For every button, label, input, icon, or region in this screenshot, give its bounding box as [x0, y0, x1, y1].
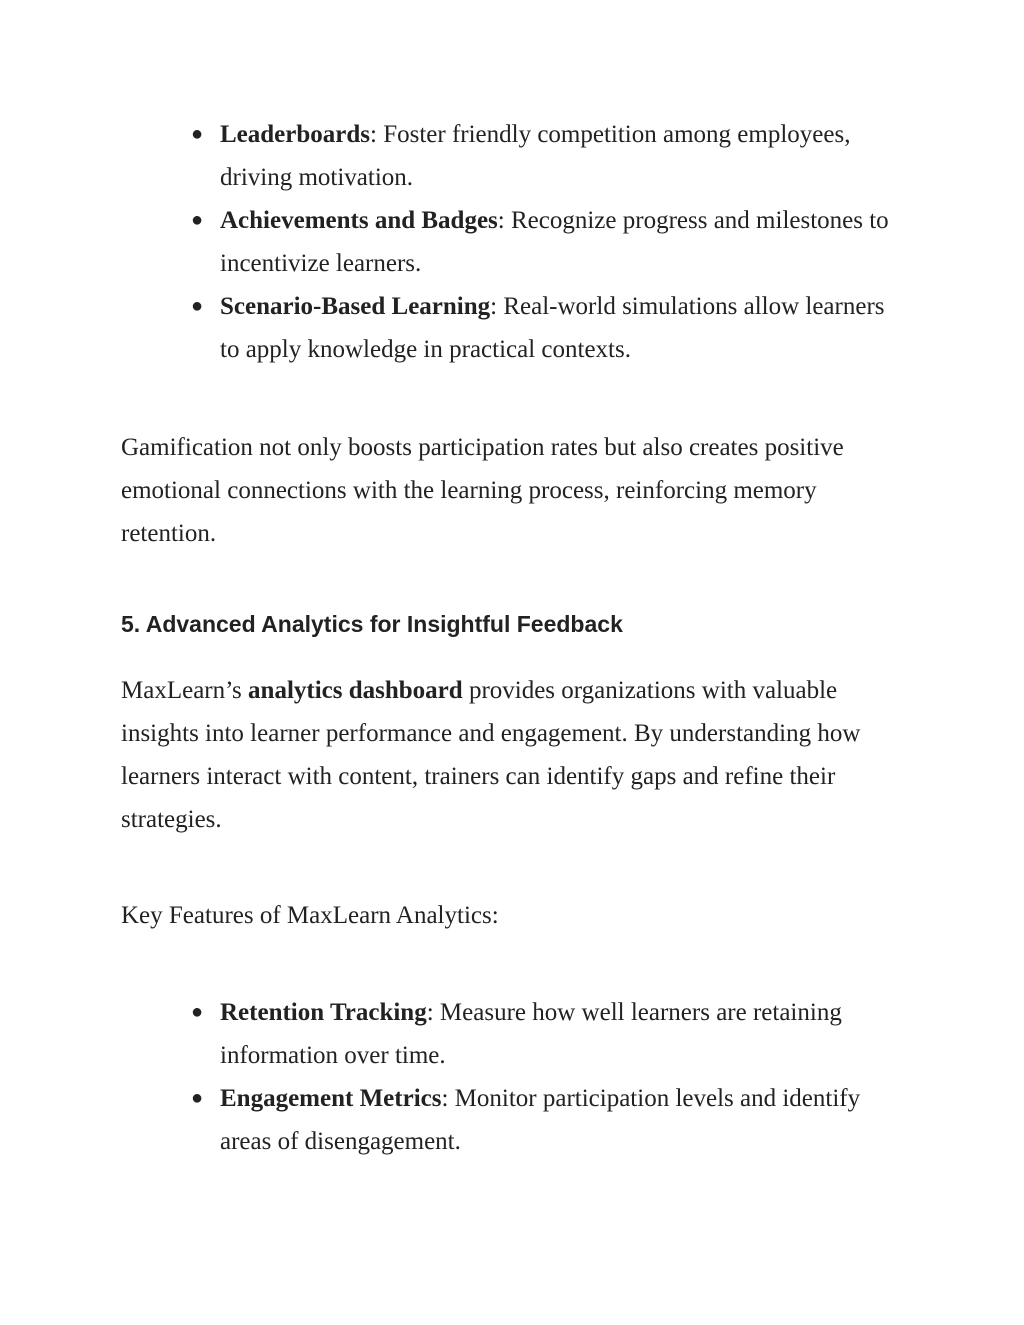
- bullet-icon: ●: [191, 123, 204, 145]
- list-item: [0, 113, 1024, 199]
- analytics-paragraph: [121, 669, 906, 841]
- features-intro: Key Features of MaxLearn Analytics:: [121, 902, 499, 929]
- list-item-desc: : Monitor participation levels and identify areas of disengagement.: [220, 1085, 861, 1155]
- list-item-term: Engagement Metrics: [220, 1085, 442, 1112]
- gamification-features-list: [0, 113, 1024, 371]
- list-item-term: Achievements and Badges: [220, 207, 498, 234]
- list-item-text: [220, 991, 904, 1077]
- list-item: [0, 285, 1024, 371]
- analytics-paragraph-suffix: provides organizations with valuable insights into learner performance and engagement. By understanding how learners interact with content, trainers can identify gaps and refine their strategies.: [121, 677, 861, 833]
- list-item-text: [220, 113, 904, 199]
- section-heading: 5. Advanced Analytics for Insightful Feedback: [121, 611, 623, 637]
- bullet-icon: ●: [191, 1001, 204, 1023]
- list-item-desc: : Measure how well learners are retaining information over time.: [220, 999, 842, 1069]
- list-item-desc: : Real-world simulations allow learners to apply knowledge in practical contexts.: [220, 293, 885, 363]
- list-item-desc: : Recognize progress and milestones to incentivize learners.: [220, 207, 889, 277]
- list-item-term: Leaderboards: [220, 121, 370, 148]
- list-item-text: [220, 285, 904, 371]
- list-item-term: Scenario-Based Learning: [220, 293, 491, 320]
- list-item-text: [220, 199, 904, 285]
- list-item-term: Retention Tracking: [220, 999, 427, 1026]
- analytics-features-list: [0, 991, 1024, 1163]
- list-item-desc: : Foster friendly competition among employees, driving motivation.: [220, 121, 851, 191]
- bullet-icon: ●: [191, 209, 204, 231]
- gamification-paragraph: Gamification not only boosts participation rates but also creates positive emotional connections with the learning process, reinforcing memory retention.: [121, 434, 844, 547]
- analytics-dashboard-term: analytics dashboard: [248, 677, 463, 704]
- list-item: [0, 1077, 1024, 1163]
- list-item-text: [220, 1077, 904, 1163]
- bullet-icon: ●: [191, 1087, 204, 1109]
- list-item: [0, 991, 1024, 1077]
- analytics-paragraph-prefix: MaxLearn’s: [121, 677, 249, 704]
- bullet-icon: ●: [191, 295, 204, 317]
- list-item: [0, 199, 1024, 285]
